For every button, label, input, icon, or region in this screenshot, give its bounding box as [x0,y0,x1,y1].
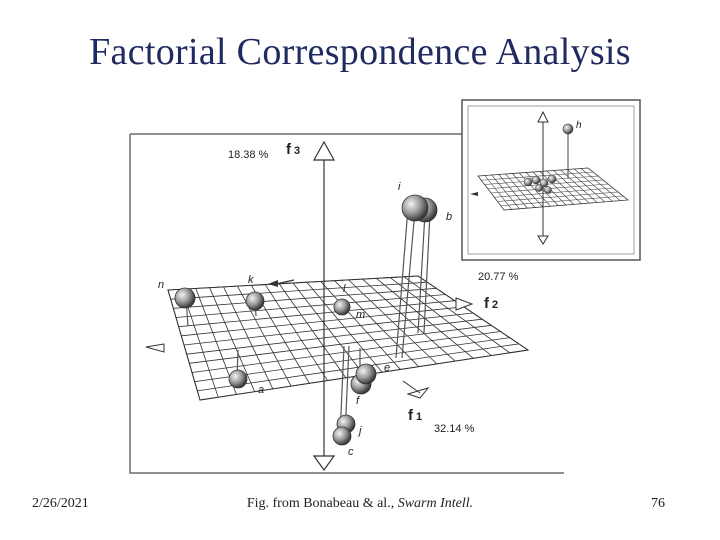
f2-percent-label: 20.77 % [478,271,519,283]
point-label-k: k [248,274,254,286]
sphere-i [402,195,437,222]
slide-date: 2/26/2021 [32,496,89,511]
f3-axis-label: f 3 [286,141,301,158]
inset-sphere-h [563,124,573,134]
f3-axis-arrow-down [314,456,334,470]
point-label-e: e [384,362,391,374]
f1-axis-label: f 1 [408,407,423,424]
correspondence-analysis-figure [128,98,642,478]
point-label-a: a [258,384,265,396]
figure-caption: Fig. from Bonabeau & al., Swarm Intell. [246,496,474,511]
f3-percent-label: 18.38 % [228,149,269,161]
sphere-k [246,292,264,310]
point-label-n: n [158,279,165,291]
f1-percent-label: 32.14 % [434,423,475,435]
point-label-i: i [398,181,401,193]
f2-axis-arrow-left [146,344,164,352]
point-label-j: j [359,425,362,437]
point-label-l: l [343,283,346,295]
f2-axis-label: f 2 [484,295,499,312]
point-label-m: m [356,309,366,321]
page-number: 76 [651,496,665,511]
slide-title: Factorial Correspondence Analysis [89,31,631,73]
f3-axis-arrow-up [314,142,334,160]
point-label-b: b [446,211,453,223]
point-label-f: f [356,395,360,407]
point-label-c: c [348,446,354,458]
inset-point-label-h: h [576,120,582,131]
sphere-n [175,288,195,308]
f1-axis-line [403,381,420,393]
sphere-j-c [333,415,355,445]
inset-view [462,100,640,260]
3d-scatter-plot [128,98,642,478]
sphere-a [229,370,247,388]
f1-axis-arrow [408,388,428,398]
sphere-l-m [334,299,350,315]
